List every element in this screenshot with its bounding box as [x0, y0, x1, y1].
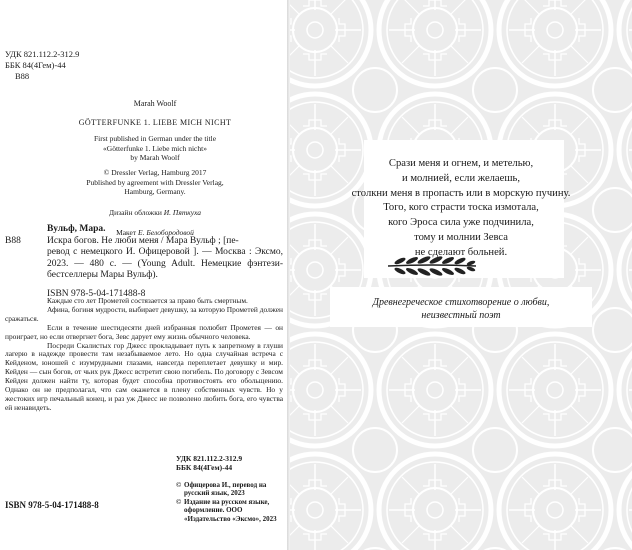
cover-design-name: И. Пяткуха — [163, 208, 201, 217]
first-published-note — [40, 134, 270, 163]
annotation-paragraph: Афина, богиня мудрости, выбирает девушку, за которую Прометей должен сражаться. — [5, 304, 283, 323]
poem-line: кого Эроса сила уже подчинила, — [388, 217, 534, 229]
annotation — [5, 297, 283, 413]
poem-line: не сделают больней. — [414, 246, 508, 258]
copyright-notice — [176, 498, 286, 523]
cover-design-credit — [40, 208, 270, 218]
catalog-entry-first-line: Искра богов. Не люби меня / Мара Вульф ; [пе- — [47, 235, 239, 246]
epigraph-line: неизвестный поэт — [421, 310, 501, 321]
foreign-copyright — [40, 168, 270, 197]
catalog-code: В88 — [5, 235, 21, 246]
original-author: Marah Woolf — [133, 99, 177, 108]
catalog-isbn: ISBN 978-5-04-171488-8 — [47, 288, 146, 299]
catalog-entry-rest: ревод с немецкого И. Офицеровой ]. — Москва : Эксмо, 2023. — 480 с. — (Young Adult. Немецкие фэнтези-бестселлеры Мары Вульф). — [47, 247, 283, 280]
copyright-line: Hamburg, Germany. — [124, 187, 186, 196]
epigraph-line: Древнегреческое стихотворение о любви, — [372, 297, 550, 308]
udk-code: УДК 821.112.2-312.9 — [5, 49, 80, 59]
catalog-author: Вульф, Мара. — [47, 224, 106, 234]
copyright-line: Published by agreement with Dressler Verlag, — [86, 177, 224, 187]
annotation-paragraph: Посреди Скалистых гор Джесс прокладывает путь к запретному в глуши лагерю в надежде провести там незабываемое лето. Но одна случайная встреча с Кейденом, юношей с изумрудными глазами, навсегда переплетает девушку и мир. Кейден — сын богов, от чьих рук Джесс встретит свою погибель. По договору с Зевсом Кейден должен найти ту, которая будет способна противостоять его обольщению. Однако он не предполагал, что сам окажется в плену собственных чувств. Но у жестоких игр печальный конец, и раз уж Джесс не позволено любить бога, его чувства ей ненавидеть. — [5, 340, 283, 412]
layout-label: Макет — [116, 228, 137, 237]
copyright-symbol: © — [176, 497, 182, 506]
first-published-line: First published in German under the title — [93, 134, 217, 143]
layout-name: Е. Белобородовой — [138, 228, 194, 237]
epigraph — [290, 296, 632, 322]
left-page — [0, 0, 287, 550]
udk-code-bottom: УДК 821.112.2-312.9 — [176, 454, 243, 463]
catalog-record — [5, 224, 283, 300]
bbk-code-bottom: ББК 84(4Гем)-44 — [176, 463, 233, 472]
poem-line: столкни меня в пропасть или в морскую пучину. — [351, 187, 571, 199]
poem-line: и молнией, если желаешь, — [402, 172, 520, 184]
poem-line: Срази меня и огнем, и метелью, — [388, 158, 534, 169]
laurel-branch-icon — [384, 255, 480, 277]
annotation-paragraph: Каждые сто лет Прометей состязается за право быть смертным. — [47, 296, 248, 305]
catalog-entry-row — [5, 236, 283, 248]
copyright-text: Издание на русском языке, оформление. ООО «Издательство «Эксмо», 2023 — [184, 497, 277, 523]
bbk-code: ББК 84(4Гем)-44 — [5, 60, 66, 70]
isbn-bottom: ISBN 978-5-04-171488-8 — [5, 500, 99, 510]
copyright-text: Офицерова И., перевод на русский язык, 2023 — [184, 481, 267, 498]
poem-line: тому и молнии Зевса — [414, 231, 508, 243]
annotation-paragraph: Если в течение шестидесяти дней избранная полюбит Прометея — он проиграет, но если отвергнет бога, Зевс дарует ему жизнь обычного человека. — [5, 322, 283, 341]
classification-codes-bottom — [176, 454, 242, 472]
poem — [290, 157, 632, 261]
first-published-line: «Götterfunke 1. Liebe mich nicht» — [103, 143, 207, 153]
russian-copyrights — [176, 481, 286, 523]
copyright-symbol: © — [176, 481, 182, 489]
copyright-notice — [176, 481, 286, 498]
copyright-line: © Dressler Verlag, Hamburg 2017 — [103, 168, 207, 177]
original-title: GÖTTERFUNKE 1. LIEBE MICH NICHT — [78, 118, 232, 127]
cover-design-label: Дизайн обложки — [109, 208, 162, 217]
author-mark: В88 — [15, 71, 30, 81]
poem-line: Того, кого страсти тоска измотала, — [383, 202, 539, 214]
classification-codes-top — [5, 49, 79, 82]
first-published-line: by Marah Woolf — [130, 153, 180, 162]
